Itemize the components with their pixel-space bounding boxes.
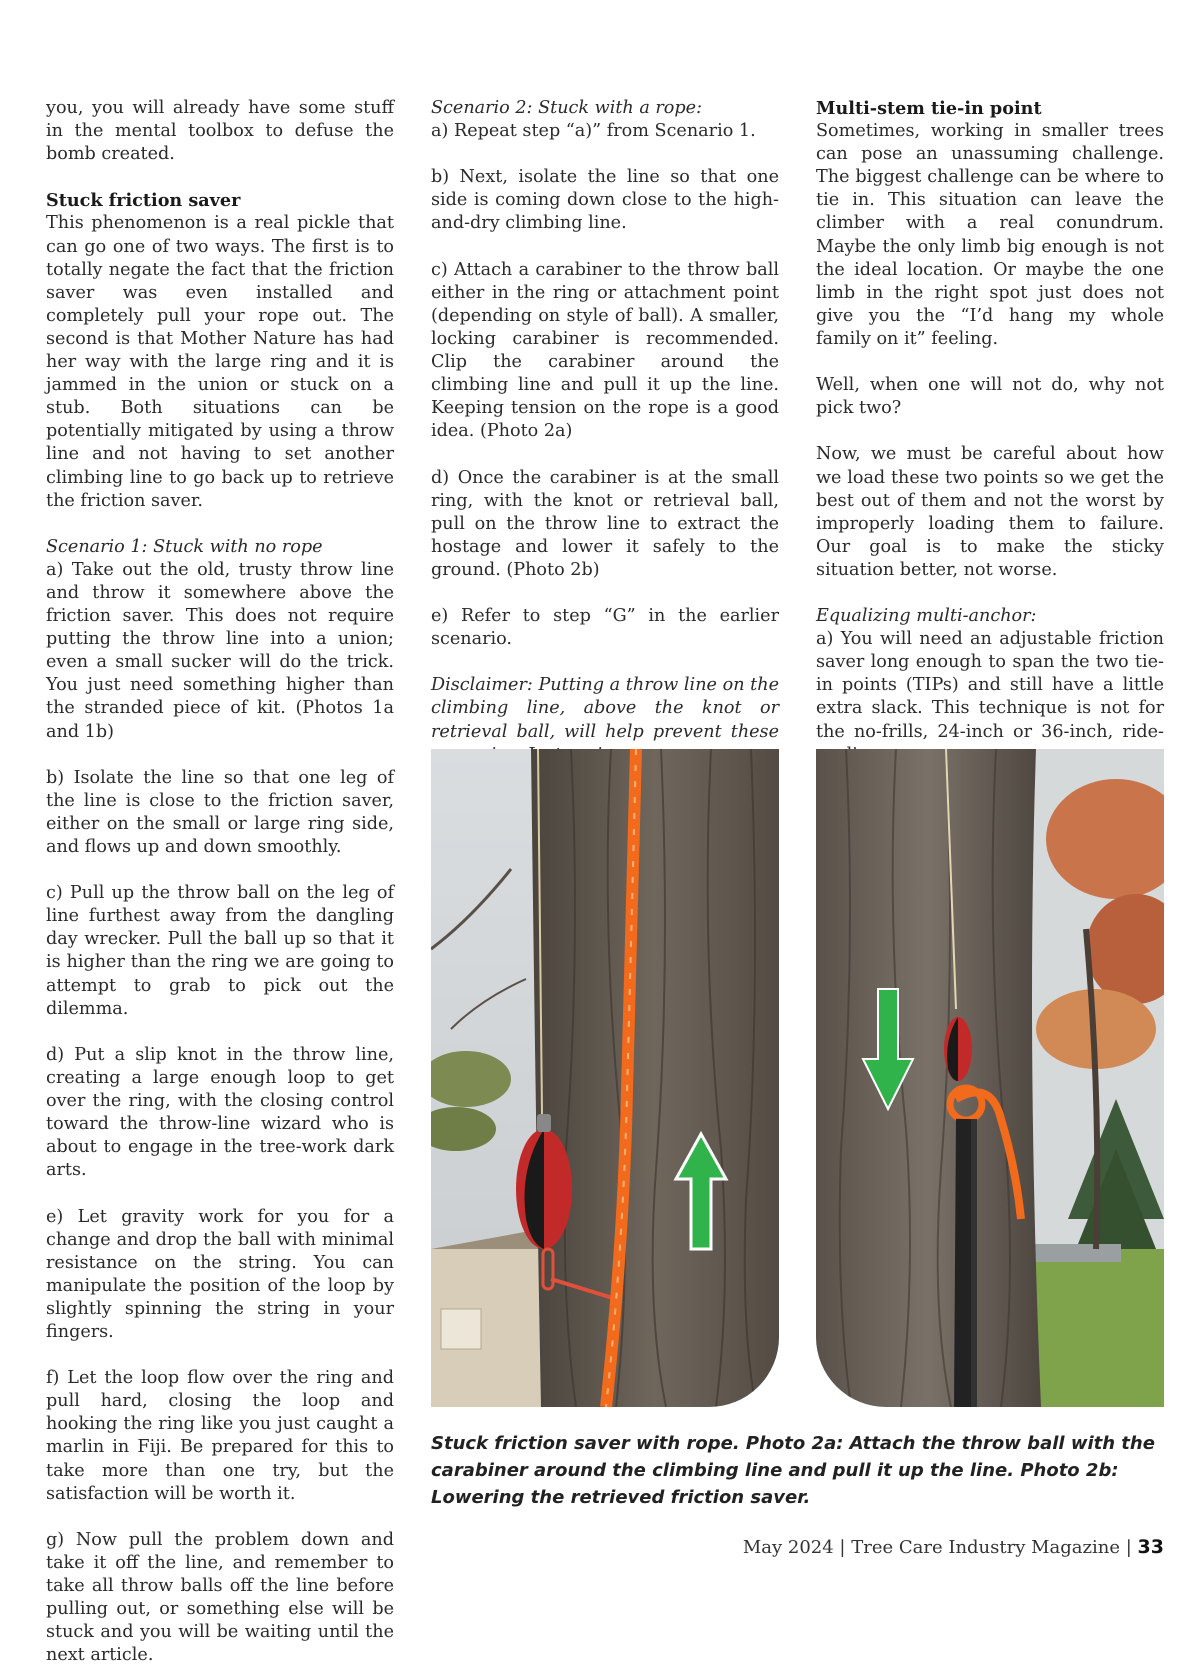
equalizing-subheading: Equalizing multi-anchor: [816,606,1037,627]
scenario-1-step-b: b) Isolate the line so that one leg of the line is close to the friction saver, either on the small or large ring side, and flows up and down smoothly. [46,767,394,857]
col3-body-2: Well, when one will not do, why not pick two? [816,375,1164,419]
equalizing-step-a: a) You will need an adjustable friction saver long enough to span the two tie-in points (TIPs) and still have a little extra slack. This technique is not for the no-frills, 24-inch or 36-inch, ride- [816,629,1164,742]
scenario-1-step-c: c) Pull up the throw ball on the leg of line furthest away from the dangling day wrecker. Pull the ball up so that it is higher than the ring we are going to attempt to grab to pick out the dilemma. [46,883,394,1019]
footer-text: May 2024 | Tree Care Industry Magazine | [742,1537,1132,1558]
scenario-1-step-f: f) Let the loop flow over the ring and pull hard, closing the loop and hooking the ring like you just caught a marlin in Fiji. Be prepared for this to take more than one try, but the satisfaction will be worth it. [46,1368,394,1504]
page-footer [743,1536,1164,1558]
scenario-2-step-b: b) Next, isolate the line so that one side is coming down close to the high-and-dry climbing line. [431,167,779,234]
scenario-1-step-e: e) Let gravity work for you for a change and drop the ball with minimal resistance on the string. You can manipulate the position of the loop by slightly spinning the string in your fingers. [46,1206,394,1342]
column-1 [46,97,394,1667]
page-number: 33 [1137,1536,1164,1558]
column-2 [431,97,779,767]
scenario-2-step-d: d) Once the carabiner is at the small ring, with the knot or retrieval ball, pull on the throw line to extract the hostage and lower it safely to the ground. (Photo 2b) [431,467,779,580]
scenario-1-step-g: g) Now pull the problem down and take it off the line, and remember to take all throw balls off the line before pulling out, or something else will be stuck and you will be waiting until the next article. [46,1529,394,1666]
photo-caption: Stuck friction saver with rope. Photo 2a: Attach the throw ball with the carabiner around the climbing line and pull it up the line. Photo 2b: Lowering the retrieved friction saver. [431,1433,1155,1508]
photo-2b [816,749,1164,1407]
col3-body-3: Now, we must be careful about how we load these two points so we get the best out of them and not the worst by improperly loading them to failure. Our goal is to make the sticky situation better, not worse. [816,444,1164,580]
photo-2a [431,749,779,1407]
photo-2b-illustration [816,749,1164,1407]
scenario-2-step-c: c) Attach a carabiner to the throw ball either in the ring or attachment point (depending on style of ball). A smaller, locking carabiner is recommended. Clip the carabiner around the climbing line and pull it up the line. Keeping tension on the rope is a good idea. (Photo 2a) [431,259,779,442]
col1-body: This phenomenon is a real pickle that can go one of two ways. The first is to totally negate the fact that the friction saver was even installed and completely pull your rope out. The second is that Mother Nature has had her way with the large ring and it is jammed in the union or stuck on a stub. Both situations can be potentially mitigated by using a throw line and not having to set another climbing line to go back up to retrieve the friction saver. [46,213,394,511]
disclaimer: Disclaimer: Putting a throw line on the climbing line, above the knot or retrieval ball, will help prevent these [431,675,779,742]
scenario-2-title: Scenario 2: Stuck with a rope: [431,98,703,118]
heading-stuck-friction-saver: Stuck friction saver [46,190,241,212]
col1-intro: you, you will already have some stuff in the mental toolbox to defuse the bomb created. [46,98,394,165]
scenario-1-step-d: d) Put a slip knot in the throw line, creating a large enough loop to get over the ring, with the closing control toward the throw-line wizard who is about to engage in the tree-work dark arts. [46,1044,394,1181]
heading-multi-stem: Multi-stem tie-in point [816,98,1042,119]
column-3 [816,97,1164,767]
scenario-1-title: Scenario 1: Stuck with no rope [46,536,323,557]
scenario-2-step-e: e) Refer to step “G” in the earlier scenario. [431,606,779,650]
scenario-2-step-a: a) Repeat step “a)” from Scenario 1. [431,121,756,142]
scenario-1-step-a: a) Take out the old, trusty throw line and throw it somewhere above the friction saver. This does not require putting the throw line into a union; even a small sucker will do the trick. You just need something higher than the stranded piece of kit. (Photos 1a and 1b) [46,559,394,742]
col3-body-1: Sometimes, working in smaller trees can pose an unassuming challenge. The biggest challenge can be where to tie in. This situation can leave the climber with a real conundrum. Maybe the only limb big enough is not the ideal location. Or maybe the one limb in the right spot just does not give you the “I’d hang my whole family on it” feeling. [816,121,1164,349]
photo-2a-illustration [431,749,779,1407]
